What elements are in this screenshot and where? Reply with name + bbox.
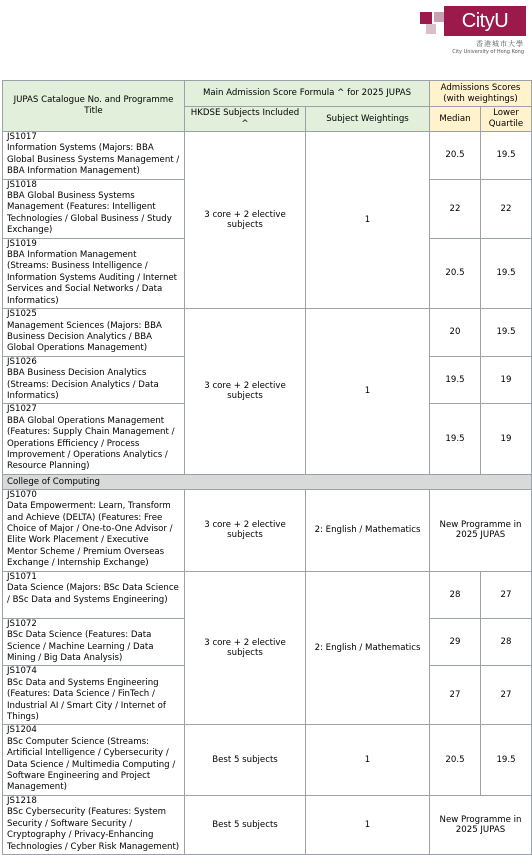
weightings-cell: 2: English / Mathematics <box>306 489 430 571</box>
programme-cell <box>3 356 185 404</box>
logo-chinese-name: 香港城市大學 <box>476 40 524 48</box>
section-header: College of Computing <box>3 474 532 489</box>
table-row <box>3 571 532 618</box>
programme-cell <box>3 666 185 725</box>
programme-cell <box>3 404 185 474</box>
lower-quartile-cell: 28 <box>481 618 532 666</box>
weightings-cell: 1 <box>306 132 430 309</box>
programme-code: JS1072 <box>7 618 37 629</box>
subjects-cell: Best 5 subjects <box>185 725 306 795</box>
programme-code: JS1017 <box>7 132 37 142</box>
subjects-cell: 3 core + 2 elective subjects <box>185 309 306 475</box>
admission-scores-table <box>2 80 532 855</box>
new-programme-note: New Programme in 2025 JUPAS <box>430 795 532 854</box>
subjects-cell: 3 core + 2 elective subjects <box>185 489 306 571</box>
median-cell: 20.5 <box>430 725 481 795</box>
lower-quartile-cell: 19.5 <box>481 309 532 357</box>
weightings-cell: 1 <box>306 795 430 854</box>
programme-cell <box>3 132 185 180</box>
programme-title: BBA Global Operations Management (Features: Supply Chain Management / Operations Efficiency / Process Improvement / Operations Analytics / Resource Planning) <box>7 415 175 472</box>
header-lower-quartile: Lower Quartile <box>481 107 532 132</box>
table-row <box>3 132 532 180</box>
programme-title: BSc Computer Science (Streams: Artificial Intelligence / Cybersecurity / Data Science / Multimedia Computing / Software Engineering and Project Management) <box>7 736 176 793</box>
programme-title: BSc Data and Systems Engineering (Features: Data Science / FinTech / Industrial AI / Smart City / Internet of Things) <box>7 677 166 723</box>
programme-title: BBA Information Management (Streams: Business Intelligence / Information Systems Auditing / Internet Services and Social Networks / Data Informatics) <box>7 250 178 306</box>
programme-title: BSc Cybersecurity (Features: System Security / Software Security / Cryptography / Privacy-Enhancing Technologies / Cyber Risk Management) <box>7 807 180 852</box>
programme-code: JS1204 <box>7 725 37 736</box>
programme-title: Management Sciences (Majors: BBA Business Decision Analytics / BBA Global Operations Management) <box>7 320 162 354</box>
median-cell: 19.5 <box>430 356 481 404</box>
lower-quartile-cell: 19 <box>481 356 532 404</box>
programme-code: JS1027 <box>7 404 37 415</box>
table-row <box>3 309 532 357</box>
programme-code: JS1218 <box>7 795 37 806</box>
subjects-cell: 3 core + 2 elective subjects <box>185 571 306 725</box>
median-cell: 20.5 <box>430 238 481 308</box>
weightings-cell: 1 <box>306 725 430 795</box>
logo-english-name: City University of Hong Kong <box>452 49 524 55</box>
programme-cell <box>3 179 185 238</box>
header-scores: Admissions Scores (with weightings) <box>430 81 532 107</box>
programme-code: JS1071 <box>7 571 37 582</box>
programme-code: JS1018 <box>7 179 37 190</box>
programme-title: Data Science (Majors: BSc Data Science / BSc Data and Systems Engineering) <box>7 583 179 605</box>
header-formula: Main Admission Score Formula ^ for 2025 JUPAS <box>185 81 430 107</box>
programme-title: BBA Global Business Systems Management (Features: Intelligent Technologies / Global Business / Study Exchange) <box>7 191 172 236</box>
median-cell: 19.5 <box>430 404 481 474</box>
programme-title: BSc Data Science (Features: Data Science / Machine Learning / Data Mining / Big Data Analysis) <box>7 630 154 663</box>
header-catalogue: JUPAS Catalogue No. and Programme Title <box>3 81 185 132</box>
programme-code: JS1019 <box>7 238 37 249</box>
programme-cell <box>3 489 185 571</box>
table-row <box>3 725 532 795</box>
new-programme-note: New Programme in 2025 JUPAS <box>430 489 532 571</box>
median-cell: 20.5 <box>430 132 481 180</box>
programme-code: JS1074 <box>7 666 37 677</box>
header-weightings: Subject Weightings <box>306 107 430 132</box>
weightings-cell: 1 <box>306 309 430 475</box>
median-cell: 27 <box>430 666 481 725</box>
programme-code: JS1070 <box>7 489 37 500</box>
programme-cell <box>3 571 185 618</box>
median-cell: 22 <box>430 179 481 238</box>
programme-title: BBA Business Decision Analytics (Streams: Decision Analytics / Data Informatics) <box>7 368 159 401</box>
median-cell: 29 <box>430 618 481 666</box>
lower-quartile-cell: 22 <box>481 179 532 238</box>
programme-cell <box>3 618 185 666</box>
median-cell: 28 <box>430 571 481 618</box>
subjects-cell: 3 core + 2 elective subjects <box>185 132 306 309</box>
header-subjects: HKDSE Subjects Included ^ <box>185 107 306 132</box>
programme-code: JS1025 <box>7 309 37 320</box>
weightings-cell: 2: English / Mathematics <box>306 571 430 725</box>
programme-cell <box>3 795 185 854</box>
median-cell: 20 <box>430 309 481 357</box>
programme-cell <box>3 725 185 795</box>
table-row <box>3 795 532 854</box>
subjects-cell: Best 5 subjects <box>185 795 306 854</box>
lower-quartile-cell: 19 <box>481 404 532 474</box>
table-row <box>3 489 532 571</box>
programme-code: JS1026 <box>7 356 37 367</box>
programme-cell <box>3 309 185 357</box>
logo-wordmark: CityU <box>444 6 526 36</box>
cityu-logo <box>406 6 526 60</box>
header-median: Median <box>430 107 481 132</box>
lower-quartile-cell: 27 <box>481 666 532 725</box>
programme-title: Data Empowerment: Learn, Transform and Achieve (DELTA) (Features: Free Choice of Major / One-to-One Advisor / Elite Work Placement / Executive Mentor Scheme / Premium Overseas Exchange / Internship Exchange) <box>7 501 173 569</box>
lower-quartile-cell: 19.5 <box>481 238 532 308</box>
programme-cell <box>3 238 185 308</box>
programme-title: Information Systems (Majors: BBA Global Business Systems Management / BBA Information Management) <box>7 143 180 177</box>
lower-quartile-cell: 19.5 <box>481 132 532 180</box>
lower-quartile-cell: 19.5 <box>481 725 532 795</box>
lower-quartile-cell: 27 <box>481 571 532 618</box>
